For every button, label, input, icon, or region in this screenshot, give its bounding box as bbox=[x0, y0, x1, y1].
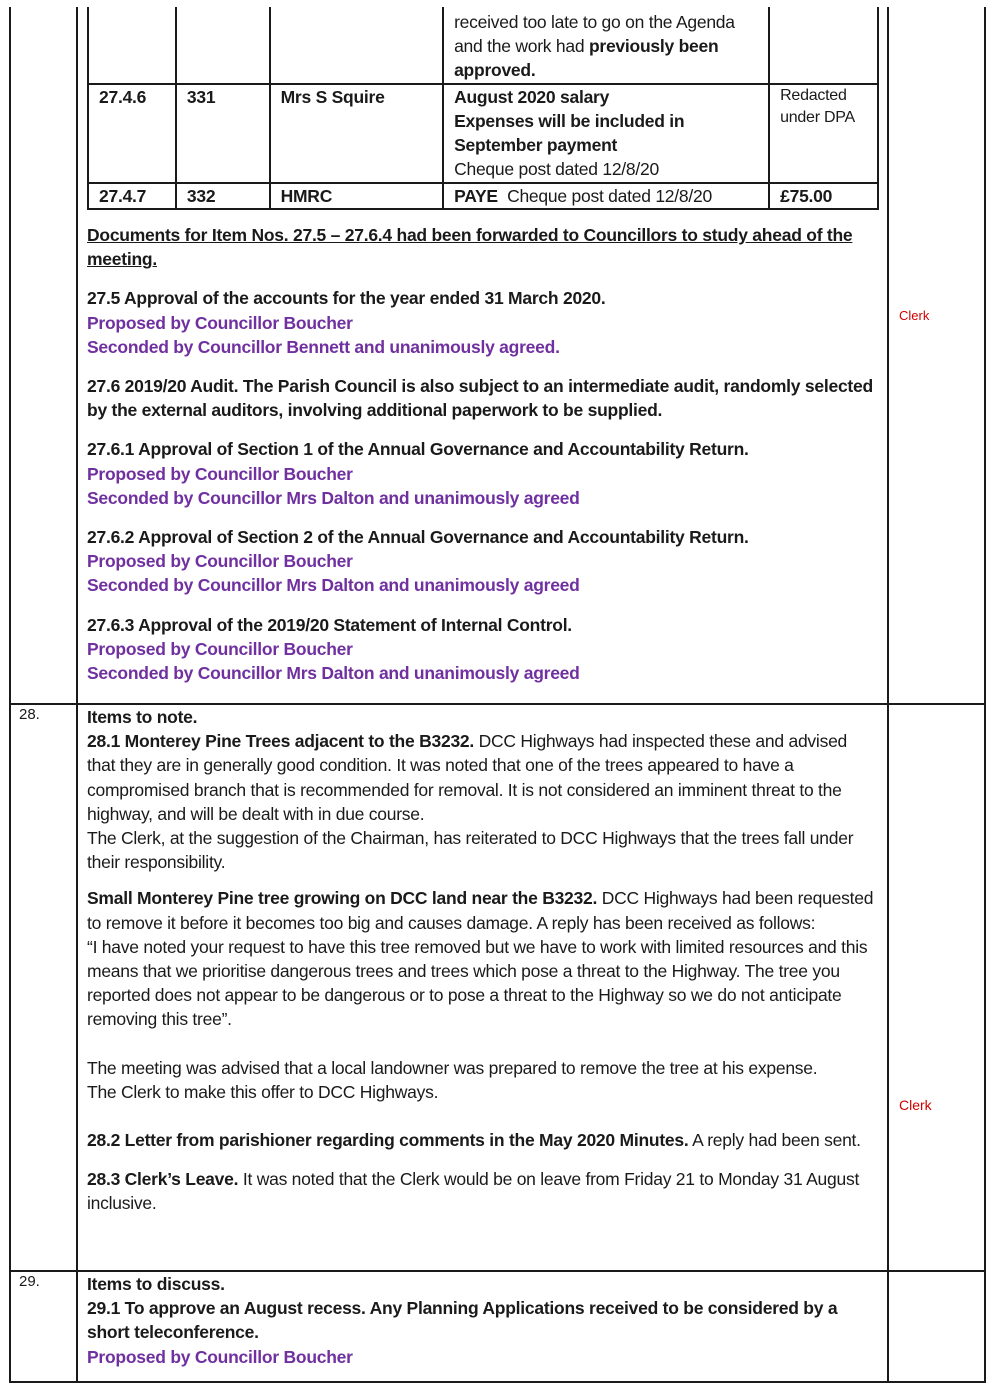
seconded-by: Seconded by Councillor Mrs Dalton and unanimously agreed bbox=[87, 663, 580, 684]
payee-cell bbox=[270, 7, 443, 84]
frame-bottom-border bbox=[9, 1381, 986, 1383]
proposed-by: Proposed by Councillor Boucher bbox=[87, 463, 353, 484]
cheque-cell: 332 bbox=[176, 183, 270, 209]
item-28-1 bbox=[87, 705, 879, 874]
item-title: 29.1 To approve an August recess. Any Planning Applications received to be considered by a short teleconference. bbox=[87, 1298, 838, 1343]
proposed-by: Proposed by Councillor Boucher bbox=[87, 312, 353, 333]
details-line: and the work had bbox=[454, 36, 589, 57]
item-title: Small Monterey Pine tree growing on DCC land near the B3232. bbox=[87, 888, 598, 909]
details-line: approved. bbox=[454, 60, 536, 81]
details-line: Expenses will be included in bbox=[454, 110, 685, 131]
action-clerk-28: Clerk bbox=[899, 1097, 932, 1113]
item-text: The Clerk, at the suggestion of the Chairman, has reiterated to DCC Highways that the trees fall under their responsibility. bbox=[87, 828, 854, 873]
ref-cell bbox=[88, 7, 176, 84]
section-heading: Items to discuss. bbox=[87, 1274, 225, 1294]
details-line: received too late to go on the Agenda bbox=[454, 12, 735, 32]
details-line: Cheque post dated 12/8/20 bbox=[454, 159, 659, 180]
proposed-by: Proposed by Councillor Boucher bbox=[87, 1346, 353, 1367]
item-28-3 bbox=[87, 1167, 879, 1215]
item-text: The meeting was advised that a local landowner was prepared to remove the tree at his expense. bbox=[87, 1057, 818, 1078]
amount-line: under DPA bbox=[780, 108, 855, 126]
details-line: Cheque post dated 12/8/20 bbox=[507, 185, 712, 206]
amount-line: Redacted bbox=[780, 86, 847, 104]
item-27-6-3 bbox=[87, 613, 879, 686]
item-text: DCC Highways had been requested to remove it before it becomes too big and causes damage. A reply has been received as follows: bbox=[87, 888, 874, 933]
ref-cell: 27.4.7 bbox=[88, 183, 176, 209]
ref-cell: 27.4.6 bbox=[88, 84, 176, 183]
details-cell bbox=[443, 183, 769, 209]
seconded-by: Seconded by Councillor Mrs Dalton and unanimously agreed bbox=[87, 575, 580, 596]
item-29-1 bbox=[87, 1272, 879, 1369]
details-cell bbox=[443, 7, 769, 84]
item-27-6: 27.6 2019/20 Audit. The Parish Council is also subject to an intermediate audit, randomly selected by the external auditors, involving additional paperwork to be supplied. bbox=[87, 376, 873, 421]
section-29-content bbox=[87, 1272, 879, 1369]
frame-left-border bbox=[9, 7, 11, 1383]
item-28-2 bbox=[87, 1128, 879, 1152]
item-27-6-2 bbox=[87, 525, 879, 598]
landowner-note bbox=[87, 1056, 879, 1104]
item-number-29: 29. bbox=[19, 1273, 40, 1290]
item-27-5 bbox=[87, 286, 879, 359]
item-title: 27.6.3 Approval of the 2019/20 Statement of Internal Control. bbox=[87, 614, 572, 635]
section-27-content bbox=[87, 223, 879, 700]
documents-note: Documents for Item Nos. 27.5 – 27.6.4 had been forwarded to Councillors to study ahead of the meeting. bbox=[87, 225, 853, 270]
details-cell bbox=[443, 84, 769, 183]
details-line: August 2020 salary bbox=[454, 86, 610, 107]
proposed-by: Proposed by Councillor Boucher bbox=[87, 551, 353, 572]
frame-action-column-divider bbox=[887, 7, 889, 1383]
amount-cell bbox=[769, 84, 878, 183]
item-title: 28.1 Monterey Pine Trees adjacent to the B3232. bbox=[87, 731, 475, 752]
payee-cell: HMRC bbox=[270, 183, 443, 209]
table-row bbox=[88, 7, 878, 84]
item-27-6-1 bbox=[87, 437, 879, 510]
payments-table bbox=[87, 7, 879, 210]
item-title: 27.6.1 Approval of Section 1 of the Annual Governance and Accountability Return. bbox=[87, 439, 749, 460]
item-number-28: 28. bbox=[19, 706, 40, 723]
item-title: 27.6.2 Approval of Section 2 of the Annual Governance and Accountability Return. bbox=[87, 527, 749, 548]
item-text: DCC Highways had inspected these and advised that they are in generally good condition. It was noted that one of the trees appeared to have a compromised branch that is recommended for removal. It is not considered an imminent threat to the highway, and will be dealt with in due course. bbox=[87, 731, 848, 824]
table-row bbox=[88, 84, 878, 183]
small-tree-note bbox=[87, 886, 879, 1031]
payee-cell: Mrs S Squire bbox=[270, 84, 443, 183]
section-28-content bbox=[87, 705, 879, 1231]
item-text: A reply had been sent. bbox=[688, 1130, 861, 1151]
details-line: September payment bbox=[454, 135, 618, 156]
item-text: The Clerk to make this offer to DCC Highways. bbox=[87, 1081, 439, 1102]
item-title: 28.2 Letter from parishioner regarding comments in the May 2020 Minutes. bbox=[87, 1130, 689, 1151]
section-heading: Items to note. bbox=[87, 707, 198, 727]
proposed-by: Proposed by Councillor Boucher bbox=[87, 638, 353, 659]
item-text: It was noted that the Clerk would be on leave from Friday 21 to Monday 31 August inclusive. bbox=[87, 1169, 860, 1214]
amount-cell bbox=[769, 7, 878, 84]
item-title: 27.5 Approval of the accounts for the year ended 31 March 2020. bbox=[87, 288, 606, 309]
amount-cell: £75.00 bbox=[769, 183, 878, 209]
details-bold-text: previously been bbox=[588, 36, 719, 57]
action-clerk-27: Clerk bbox=[899, 308, 930, 323]
item-title: 28.3 Clerk’s Leave. bbox=[87, 1169, 239, 1190]
cheque-cell: 331 bbox=[176, 84, 270, 183]
highways-reply-quote: “I have noted your request to have this tree removed but we have to work with limited resources and this means that we prioritise dangerous trees and trees which pose a threat to the Highway. The tree you reported does not appear to be dangerous or to pose a threat to the Highway so we do not anticipate removing this tree”. bbox=[87, 936, 868, 1030]
cheque-cell bbox=[176, 7, 270, 84]
frame-right-border bbox=[984, 7, 986, 1383]
table-row bbox=[88, 183, 878, 209]
details-bold-text: PAYE bbox=[454, 185, 498, 206]
frame-number-column-divider bbox=[76, 7, 78, 1383]
seconded-by: Seconded by Councillor Bennett and unanimously agreed. bbox=[87, 336, 560, 357]
seconded-by: Seconded by Councillor Mrs Dalton and unanimously agreed bbox=[87, 487, 580, 508]
